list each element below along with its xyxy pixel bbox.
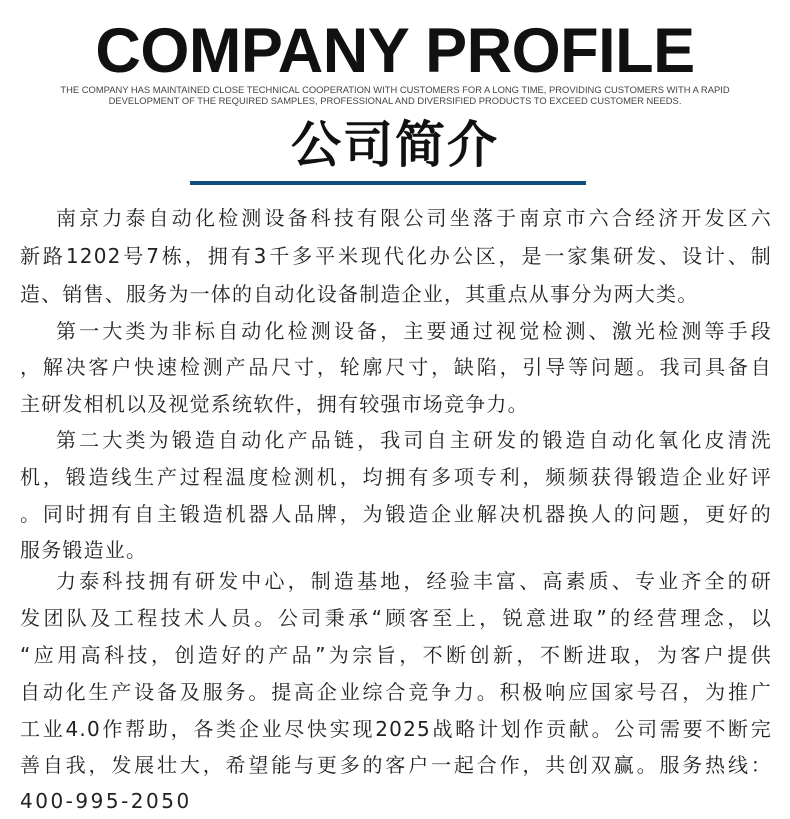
hotline-number: 400-995-2050 [20,789,192,813]
subtitle-line: DEVELOPMENT OF THE REQUIRED SAMPLES, PROFESSIONAL AND DIVERSIFIED PRODUCTS TO EXCEED CUSTOMER NEEDS. [108,95,682,106]
text-line: 自动化生产设备及服务。提高企业综合竞争力。积极响应国家号召，为推广 [20,680,772,704]
text-line: 善自我，发展壮大，希望能与更多的客户一起合作，共创双赢。服务热线： [20,753,772,777]
text-line: 工业4.0作帮助，各类企业尽快实现2025战略计划作贡献。公司需要不断完 [20,717,772,741]
text-line: 服务锻造业。 [20,538,148,562]
title-divider [190,181,586,185]
chinese-title: 公司简介 [291,116,499,174]
text-line: ，解决客户快速检测产品尺寸，轮廓尺寸，缺陷，引导等问题。我司具备自 [20,355,772,379]
text-line: 力泰科技拥有研发中心，制造基地，经验丰富、高素质、专业齐全的研 [56,569,772,593]
text-line: 主研发相机以及视觉系统软件，拥有较强市场竞争力。 [20,392,529,416]
page-title: COMPANY PROFILE [95,16,695,86]
text-line: 第二大类为锻造自动化产品链，我司自主研发的锻造自动化氧化皮清洗 [56,428,772,452]
text-line: 发团队及工程技术人员。公司秉承“顾客至上，锐意进取”的经营理念，以 [20,606,772,630]
text-line: 。同时拥有自主锻造机器人品牌，为锻造企业解决机器换人的问题，更好的 [20,502,772,526]
text-line: 造、销售、服务为一体的自动化设备制造企业，其重点从事分为两大类。 [20,282,699,306]
text-line: 机，锻造线生产过程温度检测机，均拥有多项专利，频频获得锻造企业好评 [20,465,772,489]
text-line: 新路1202号7栋，拥有3千多平米现代化办公区，是一家集研发、设计、制 [20,244,772,268]
subtitle [30,84,760,106]
text-line: 南京力泰自动化检测设备科技有限公司坐落于南京市六合经济开发区六 [56,206,772,230]
text-line: 第一大类为非标自动化检测设备，主要通过视觉检测、激光检测等手段 [56,319,772,343]
subtitle-line: THE COMPANY HAS MAINTAINED CLOSE TECHNICAL COOPERATION WITH CUSTOMERS FOR A LONG TIME, PROVIDING CUSTOMERS WITH A RAPID [60,84,730,95]
text-line: “应用高科技，创造好的产品”为宗旨，不断创新，不断进取，为客户提供 [20,643,772,667]
